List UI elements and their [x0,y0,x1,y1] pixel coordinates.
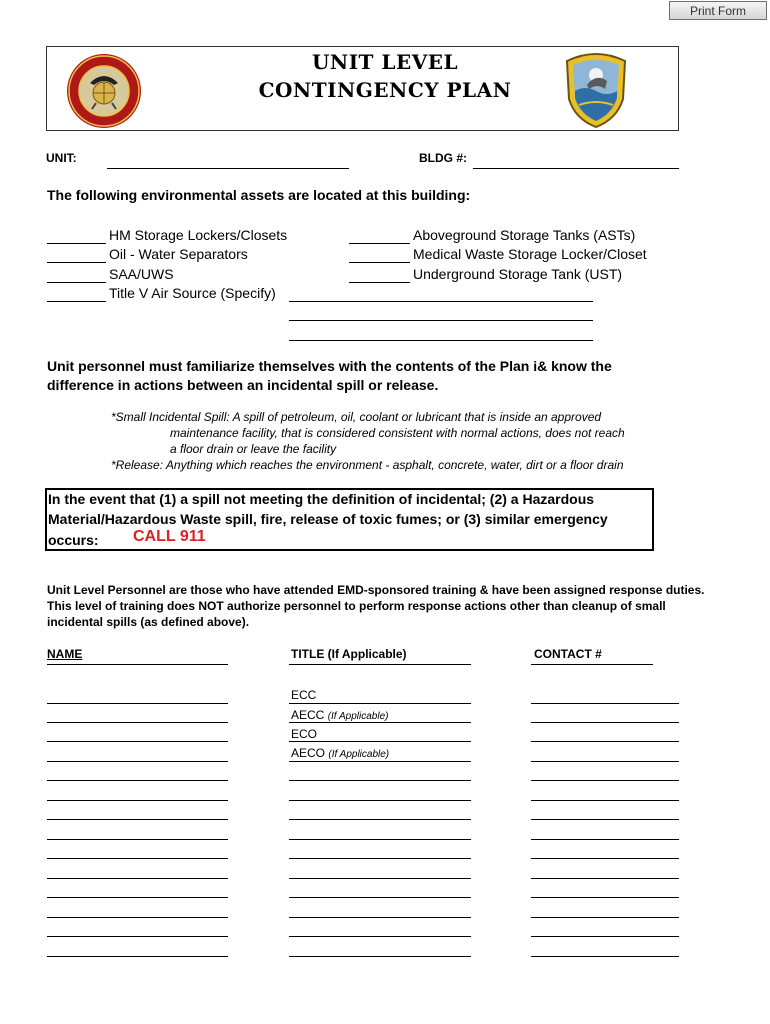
header-underline [47,664,228,665]
familiarize-line2: difference in actions between an incidental spill or release. [47,377,439,393]
name-field[interactable] [47,800,228,801]
name-field[interactable] [47,936,228,937]
name-field[interactable] [47,897,228,898]
asset-label: Aboveground Storage Tanks (ASTs) [413,227,636,243]
contact-field[interactable] [531,897,679,898]
contact-field[interactable] [531,722,679,723]
small-spill-note: a floor drain or leave the facility [170,442,337,456]
asset-check-ows[interactable] [47,262,106,263]
contact-field[interactable] [531,741,679,742]
asset-check-saa[interactable] [47,282,106,283]
header-underline [531,664,653,665]
name-field[interactable] [47,722,228,723]
titlev-specify-field[interactable] [289,320,593,321]
contact-field[interactable] [531,800,679,801]
title-field[interactable] [289,858,471,859]
emergency-line1: In the event that (1) a spill not meeting the definition of incidental; (2) a Hazardous [48,491,595,507]
title-field[interactable] [289,839,471,840]
title-value: AECO (If Applicable) [291,746,390,760]
contact-field[interactable] [531,936,679,937]
name-field[interactable] [47,839,228,840]
unit-field[interactable] [107,168,349,169]
contact-field[interactable] [531,819,679,820]
name-field[interactable] [47,703,228,704]
small-spill-note: maintenance facility, that is considered consistent with normal actions, does not reach [170,426,625,440]
name-field[interactable] [47,956,228,957]
emergency-line2: Material/Hazardous Waste spill, fire, release of toxic fumes; or (3) similar emergency [48,511,608,527]
personnel-line2: This level of training does NOT authorize personnel to perform response actions other than cleanup of small [47,599,666,613]
titlev-specify-field[interactable] [289,301,593,302]
asset-label: SAA/UWS [109,266,174,282]
title-field[interactable] [289,761,471,762]
familiarize-line1: Unit personnel must familiarize themselves with the contents of the Plan i& know the [47,358,612,374]
title-field[interactable] [289,936,471,937]
title-field[interactable] [289,819,471,820]
title-value: ECC [291,688,317,702]
asset-check-medical[interactable] [349,262,410,263]
title-value: ECO [291,727,318,741]
form-title-line2: CONTINGENCY PLAN [258,78,512,102]
asset-label: HM Storage Lockers/Closets [109,227,288,243]
name-field[interactable] [47,917,228,918]
contact-field[interactable] [531,956,679,957]
asset-label: Medical Waste Storage Locker/Closet [413,246,647,262]
contact-column-header: CONTACT # [534,647,602,661]
title-field[interactable] [289,917,471,918]
title-field[interactable] [289,800,471,801]
contact-field[interactable] [531,917,679,918]
contact-field[interactable] [531,839,679,840]
asset-check-hm[interactable] [47,243,106,244]
name-field[interactable] [47,878,228,879]
asset-label: Title V Air Source (Specify) [109,285,276,301]
form-title-line1: UNIT LEVEL [311,50,459,74]
header-underline [289,664,471,665]
contact-field[interactable] [531,703,679,704]
name-field[interactable] [47,780,228,781]
personnel-line1: Unit Level Personnel are those who have attended EMD-sponsored training & have been assigned response duties. [47,583,705,597]
unit-label: UNIT: [46,151,77,165]
print-form-button[interactable]: Print Form [669,1,767,20]
asset-label: Underground Storage Tank (UST) [413,266,623,282]
asset-label: Oil - Water Separators [109,246,248,262]
emergency-line3: occurs: [48,532,99,548]
call-911-text: CALL 911 [133,528,206,545]
contact-field[interactable] [531,858,679,859]
small-spill-note: *Small Incidental Spill: A spill of petroleum, oil, coolant or lubricant that is inside an approved [111,410,602,424]
personnel-line3: incidental spills (as defined above). [47,615,250,629]
asset-check-ast[interactable] [349,243,410,244]
contact-field[interactable] [531,780,679,781]
title-field[interactable] [289,956,471,957]
bldg-label: BLDG #: [419,151,467,165]
name-field[interactable] [47,741,228,742]
title-field[interactable] [289,741,471,742]
title-field[interactable] [289,722,471,723]
title-field[interactable] [289,897,471,898]
name-column-header: NAME [47,647,83,661]
name-field[interactable] [47,819,228,820]
title-field[interactable] [289,878,471,879]
assets-heading: The following environmental assets are located at this building: [47,187,471,203]
title-field[interactable] [289,703,471,704]
asset-check-ust[interactable] [349,282,410,283]
name-field[interactable] [47,858,228,859]
name-field[interactable] [47,761,228,762]
asset-check-titlev[interactable] [47,301,106,302]
contact-field[interactable] [531,878,679,879]
title-column-header: TITLE (If Applicable) [291,647,407,661]
titlev-specify-field[interactable] [289,340,593,341]
contact-field[interactable] [531,761,679,762]
release-note: *Release: Anything which reaches the environment - asphalt, concrete, water, dirt or a floor drain [111,458,624,472]
title-value: AECC (If Applicable) [291,708,389,722]
title-field[interactable] [289,780,471,781]
bldg-field[interactable] [473,168,679,169]
